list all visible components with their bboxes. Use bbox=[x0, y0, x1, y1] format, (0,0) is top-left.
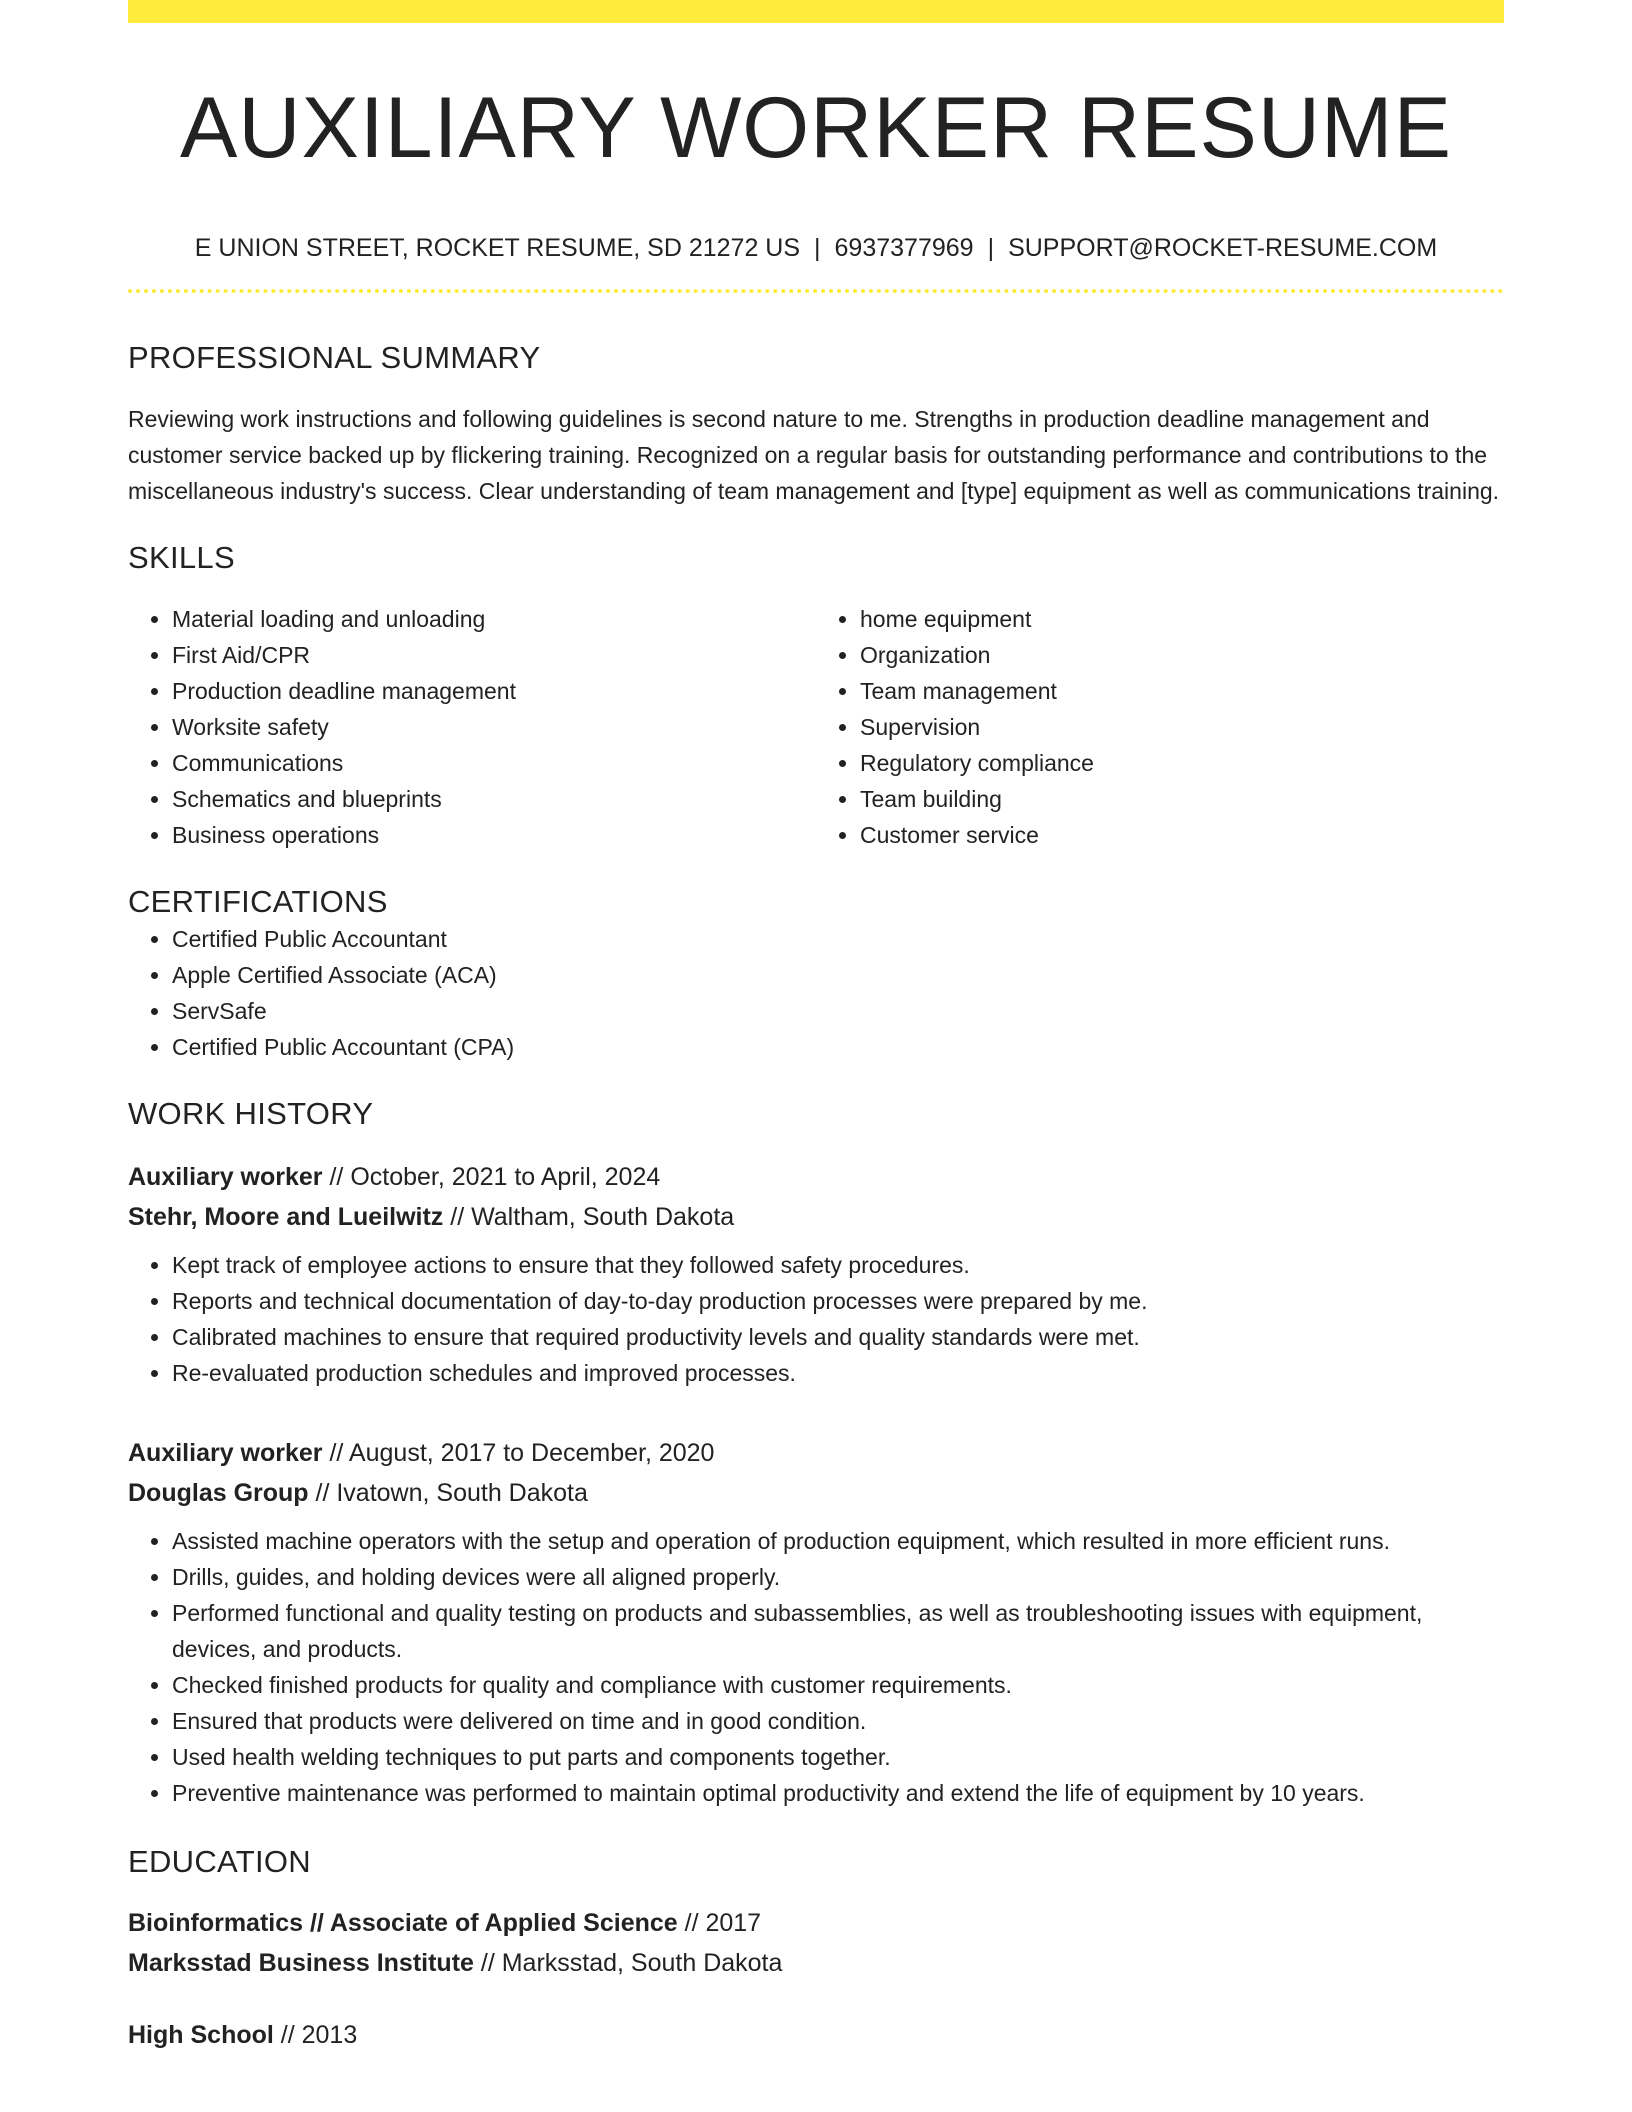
skills-columns bbox=[128, 601, 1504, 853]
job-role-line bbox=[128, 1157, 1504, 1197]
degree-line bbox=[128, 2015, 1504, 2055]
school-name: Marksstad Business Institute bbox=[128, 1949, 474, 1978]
job-company: Douglas Group bbox=[128, 1479, 309, 1508]
degree: High School bbox=[128, 2021, 274, 2050]
job-duty: • Calibrated machines to ensure that required productivity levels and quality standards were met. bbox=[172, 1319, 1504, 1355]
job-role: Auxiliary worker bbox=[128, 1439, 323, 1468]
job-duties-list bbox=[128, 1523, 1504, 1811]
skill-item: • Material loading and unloading bbox=[172, 601, 816, 637]
certifications-heading: CERTIFICATIONS bbox=[128, 884, 388, 920]
skill-item: • Regulatory compliance bbox=[860, 745, 1504, 781]
contact-separator: | bbox=[987, 234, 995, 263]
job-company-line bbox=[128, 1473, 1504, 1513]
job-dates: // August, 2017 to December, 2020 bbox=[322, 1439, 715, 1468]
certification-item: • Apple Certified Associate (ACA) bbox=[172, 957, 1504, 993]
job-location: // Waltham, South Dakota bbox=[443, 1203, 735, 1232]
contact-email[interactable]: SUPPORT@ROCKET-RESUME.COM bbox=[1008, 234, 1438, 263]
job-duty: • Performed functional and quality testing on products and subassemblies, as well as troubleshooting issues with equipment, devices, and products. bbox=[172, 1595, 1504, 1667]
graduation-year: // 2017 bbox=[677, 1909, 762, 1938]
certification-item: • Certified Public Accountant bbox=[172, 921, 1504, 957]
skills-list-left bbox=[128, 601, 816, 853]
job-location: // Ivatown, South Dakota bbox=[308, 1479, 588, 1508]
skill-item: • Production deadline management bbox=[172, 673, 816, 709]
job-duty: • Drills, guides, and holding devices were all aligned properly. bbox=[172, 1559, 1504, 1595]
summary-text: Reviewing work instructions and following guidelines is second nature to me. Strengths in production deadline management and customer service backed up by flickering training. Recognized on a regular basis for outstanding performance and contributions to the miscellaneous industry's success. Clear understanding of team management and [type] equipment as well as communications training. bbox=[128, 406, 1500, 505]
certification-item: • ServSafe bbox=[172, 993, 1504, 1029]
job-duties-list bbox=[128, 1247, 1504, 1391]
job-duty: • Assisted machine operators with the setup and operation of production equipment, which resulted in more efficient runs. bbox=[172, 1523, 1504, 1559]
job-company-line bbox=[128, 1197, 1504, 1237]
resume-title: AUXILIARY WORKER RESUME bbox=[180, 80, 1452, 176]
skill-item: • Worksite safety bbox=[172, 709, 816, 745]
school-line bbox=[128, 1943, 1504, 1983]
skill-item: • Schematics and blueprints bbox=[172, 781, 816, 817]
job-role: Auxiliary worker bbox=[128, 1163, 323, 1192]
resume-page bbox=[128, 0, 1504, 2055]
skill-item: • Team building bbox=[860, 781, 1504, 817]
job-duty: • Used health welding techniques to put parts and components together. bbox=[172, 1739, 1504, 1775]
contact-line bbox=[128, 233, 1504, 263]
dotted-divider bbox=[128, 289, 1504, 293]
job-company: Stehr, Moore and Lueilwitz bbox=[128, 1203, 444, 1232]
job-duty: • Kept track of employee actions to ensure that they followed safety procedures. bbox=[172, 1247, 1504, 1283]
job-duty: • Re-evaluated production schedules and improved processes. bbox=[172, 1355, 1504, 1391]
education-entry bbox=[128, 1903, 1504, 1983]
accent-top-bar bbox=[128, 0, 1504, 23]
job-duty: • Ensured that products were delivered on time and in good condition. bbox=[172, 1703, 1504, 1739]
skill-item: • Business operations bbox=[172, 817, 816, 853]
skill-item: • Supervision bbox=[860, 709, 1504, 745]
job-duty: • Preventive maintenance was performed to maintain optimal productivity and extend the life of equipment by 10 years. bbox=[172, 1775, 1504, 1811]
education-entry bbox=[128, 2015, 1504, 2055]
job-duty: • Reports and technical documentation of day-to-day production processes were prepared by me. bbox=[172, 1283, 1504, 1319]
school-location: // Marksstad, South Dakota bbox=[473, 1949, 783, 1978]
job-role-line bbox=[128, 1433, 1504, 1473]
certification-item: • Certified Public Accountant (CPA) bbox=[172, 1029, 1504, 1065]
degree: Bioinformatics // Associate of Applied Science bbox=[128, 1909, 678, 1938]
contact-address: E UNION STREET, ROCKET RESUME, SD 21272 US bbox=[194, 234, 801, 263]
skill-item: • Customer service bbox=[860, 817, 1504, 853]
skill-item: • home equipment bbox=[860, 601, 1504, 637]
summary-heading: PROFESSIONAL SUMMARY bbox=[128, 340, 541, 376]
degree-line bbox=[128, 1903, 1504, 1943]
job-entry bbox=[128, 1433, 1504, 1811]
job-entry bbox=[128, 1157, 1504, 1391]
skill-item: • Team management bbox=[860, 673, 1504, 709]
education-heading: EDUCATION bbox=[128, 1844, 311, 1880]
job-duty: • Checked finished products for quality and compliance with customer requirements. bbox=[172, 1667, 1504, 1703]
skill-item: • Organization bbox=[860, 637, 1504, 673]
certifications-list bbox=[128, 921, 1504, 1065]
skills-heading: SKILLS bbox=[128, 540, 235, 576]
skills-list-right bbox=[816, 601, 1504, 853]
skill-item: • Communications bbox=[172, 745, 816, 781]
job-dates: // October, 2021 to April, 2024 bbox=[322, 1163, 661, 1192]
skill-item: • First Aid/CPR bbox=[172, 637, 816, 673]
graduation-year: // 2013 bbox=[273, 2021, 358, 2050]
contact-phone: 6937377969 bbox=[834, 234, 974, 263]
contact-separator: | bbox=[814, 234, 821, 263]
work-history-heading: WORK HISTORY bbox=[128, 1096, 374, 1132]
